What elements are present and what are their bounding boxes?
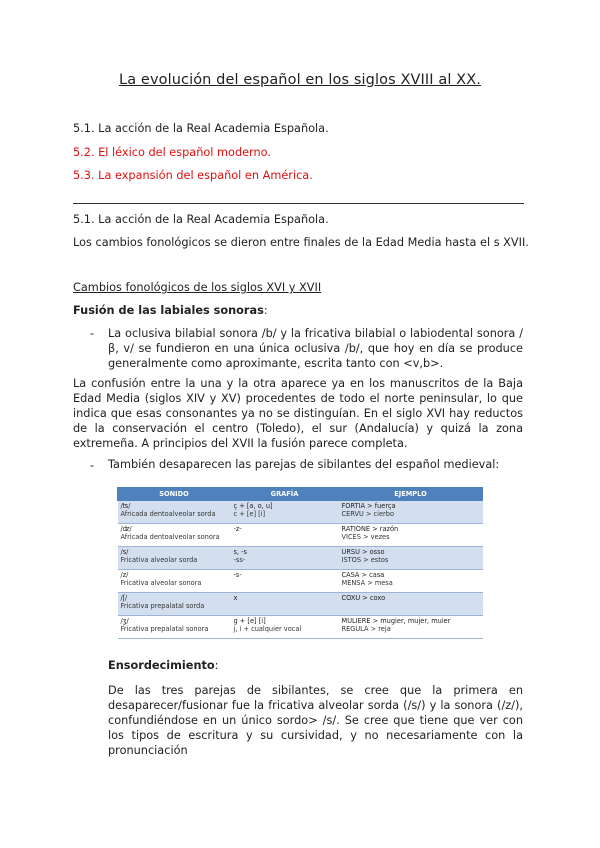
sound-description: Fricativa alveolar sonora: [120, 579, 202, 587]
sibilants-table: [117, 487, 483, 639]
ensordecimiento-colon: :: [214, 659, 219, 672]
table-cell-sound: [118, 593, 231, 616]
example-line: URSU > osso: [341, 548, 385, 556]
sound-description: Fricativa prepalatal sonora: [120, 625, 209, 633]
fusion-heading-colon: :: [263, 304, 268, 317]
table-cell-example: [339, 593, 483, 616]
sound-description: Fricativa alveolar sorda: [120, 556, 198, 564]
table-cell-example: [339, 501, 483, 524]
fusion-heading: Fusión de las labiales sonoras: [73, 304, 264, 317]
sound-symbol: /s/: [120, 548, 129, 556]
fusion-heading-line: [73, 304, 268, 317]
table-cell-example: [339, 616, 483, 639]
example-line: REGULA > reja: [341, 625, 391, 633]
table-row: [118, 570, 483, 593]
ensordecimiento-paragraph: De las tres parejas de sibilantes, se cree que la primera en desaparecer/fusionar fue la fricativa alveolar sorda (/s/) y la sonora (/z/), confundiéndose en un único sordo> /s/. Se cree que tiene que ver con los tipos de escritura y su cursividad, y no necesariamente con la pronunciación: [108, 684, 523, 757]
example-line: VICES > vezes: [341, 533, 390, 541]
ensordecimiento-heading: Ensordecimiento: [108, 659, 215, 672]
section-heading: 5.1. La acción de la Real Academia Española.: [73, 213, 329, 226]
table-header-row: [118, 488, 483, 501]
table-row: [118, 547, 483, 570]
table-header-sonido: SONIDO: [118, 488, 231, 501]
example-line: MULIERE > mugier, mujer, muier: [341, 617, 451, 625]
sibilants-bullet-text: También desaparecen las parejas de sibilantes del español medieval:: [108, 458, 500, 471]
grafia-line: -ss-: [233, 556, 246, 564]
table-row: [118, 501, 483, 524]
sound-description: Africada dentoalveolar sonora: [120, 533, 220, 541]
table-cell-grafia: [231, 570, 339, 593]
table-row: [118, 524, 483, 547]
table-header-ejemplo: EJEMPLO: [339, 488, 483, 501]
table-cell-sound: [118, 524, 231, 547]
example-line: COXU > coxo: [341, 594, 386, 602]
bullet-dash: -: [90, 327, 95, 340]
sound-symbol: /ʃ/: [120, 594, 128, 602]
ensordecimiento-heading-line: [108, 659, 218, 672]
sound-symbol: /ʒ/: [120, 617, 129, 625]
page-title: La evolución del español en los siglos XVIII al XX.: [119, 72, 481, 88]
subsection-heading: Cambios fonológicos de los siglos XVI y XVII: [73, 281, 322, 294]
intro-text: Los cambios fonológicos se dieron entre finales de la Edad Media hasta el s XVII.: [73, 236, 529, 249]
table-cell-example: [339, 547, 483, 570]
sound-description: Africada dentoalveolar sorda: [120, 510, 216, 518]
grafia-line: -s-: [233, 571, 242, 579]
toc-item-1: 5.1. La acción de la Real Academia Española.: [73, 122, 329, 135]
table-header-grafia: GRAFÍA: [231, 488, 339, 501]
grafia-line: j, i + cualquier vocal: [233, 625, 302, 633]
sound-symbol: /ʣ/: [120, 525, 132, 533]
table-cell-example: [339, 524, 483, 547]
grafia-line: -z-: [233, 525, 242, 533]
toc-item-3: 5.3. La expansión del español en América.: [73, 169, 313, 182]
table-row: [118, 616, 483, 639]
table-cell-grafia: [231, 593, 339, 616]
example-line: FORTIA > fuerça: [341, 502, 396, 510]
example-line: ISTOS > estos: [341, 556, 389, 564]
table-cell-grafia: [231, 501, 339, 524]
fusion-bullet-text: La oclusiva bilabial sonora /b/ y la fricativa bilabial o labiodental sonora /β, v/ se fundieron en una única oclusiva /b/, que hoy en día se produce generalmente como aproximante, escrita tanto con <v,b>.: [108, 327, 523, 370]
table-cell-sound: [118, 547, 231, 570]
grafia-line: s, -s: [233, 548, 247, 556]
table-cell-grafia: [231, 524, 339, 547]
example-line: MENSA > mesa: [341, 579, 393, 587]
table-cell-grafia: [231, 547, 339, 570]
grafia-line: g + [e] [i]: [233, 617, 266, 625]
example-line: RATIONE > razón: [341, 525, 399, 533]
table-cell-grafia: [231, 616, 339, 639]
sound-description: Fricativa prepalatal sorda: [120, 602, 205, 610]
grafia-line: ç + [a, o, u]: [233, 502, 273, 510]
bullet-dash: -: [90, 459, 95, 472]
example-line: CASA > casa: [341, 571, 385, 579]
table-cell-sound: [118, 501, 231, 524]
toc-item-2: 5.2. El léxico del español moderno.: [73, 146, 271, 159]
horizontal-rule: [73, 203, 524, 204]
example-line: CERVU > cierbo: [341, 510, 394, 518]
table-row: [118, 593, 483, 616]
table-cell-example: [339, 570, 483, 593]
grafia-line: c + [e] [i]: [233, 510, 266, 518]
confusion-paragraph: La confusión entre la una y la otra aparece ya en los manuscritos de la Baja Edad Media (siglos XIV y XV) procedentes de todo el norte peninsular, lo que indica que esas consonantes ya no se distinguían. En el siglo XVI hay reductos de la conservación el centro (Toledo), el sur (Andalucía) y quizá la zona extremeña. A principios del XVII la fusión parece completa.: [73, 377, 523, 450]
sound-symbol: /z/: [120, 571, 129, 579]
sound-symbol: /ʦ/: [120, 502, 131, 510]
table-cell-sound: [118, 570, 231, 593]
grafia-line: x: [233, 594, 238, 602]
table-cell-sound: [118, 616, 231, 639]
